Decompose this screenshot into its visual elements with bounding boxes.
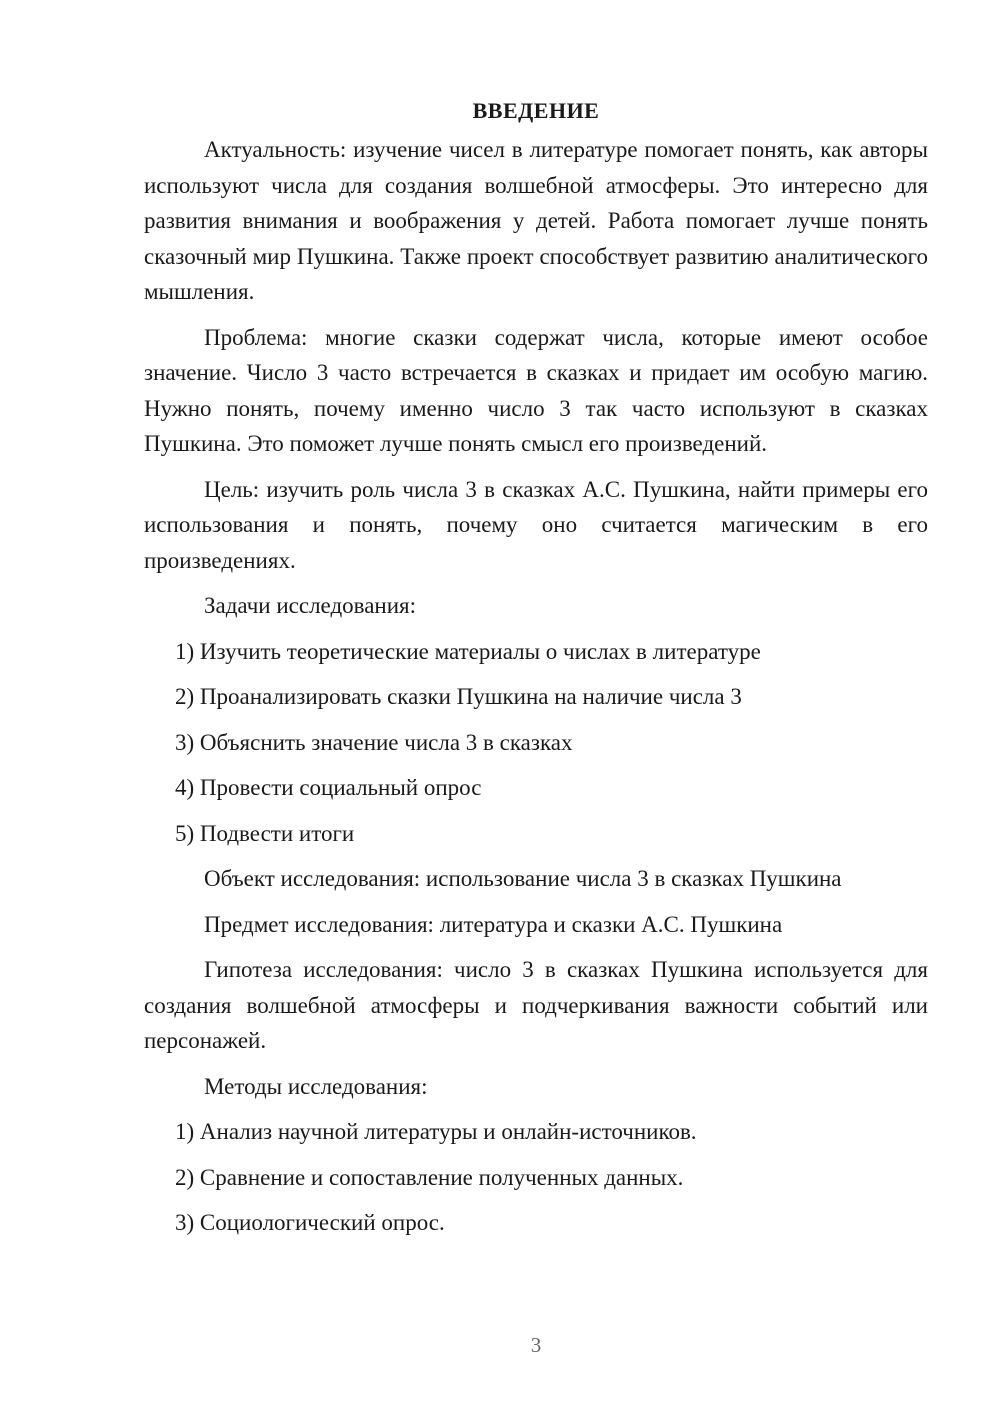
document-page bbox=[144, 96, 928, 1251]
hypothesis-paragraph: Гипотеза исследования: число 3 в сказках Пушкина используется для создания волшебной атмосферы и подчеркивания важности событий или персонажей. bbox=[144, 957, 928, 1053]
research-subject: Предмет исследования: литература и сказки А.С. Пушкина bbox=[204, 911, 783, 937]
method-item: 1) Анализ научной литературы и онлайн-источников. bbox=[175, 1119, 697, 1144]
task-item: 5) Подвести итоги bbox=[175, 820, 355, 846]
task-item: 2) Проанализировать сказки Пушкина на наличие числа 3 bbox=[175, 684, 742, 709]
page-number: 3 bbox=[530, 1333, 542, 1357]
goal-paragraph: Цель: изучить роль числа 3 в сказках А.С. Пушкина, найти примеры его использования и понять, почему оно считается магическим в его произведениях. bbox=[144, 476, 928, 573]
task-item: 1) Изучить теоретические материалы о числах в литературе bbox=[175, 638, 761, 664]
task-item: 4) Провести социальный опрос bbox=[175, 775, 482, 800]
method-item: 3) Социологический опрос. bbox=[175, 1210, 445, 1235]
research-object: Объект исследования: использование числа 3 в сказках Пушкина bbox=[204, 866, 842, 891]
problem-paragraph: Проблема: многие сказки содержат числа, которые имеют особое значение. Число 3 часто встречается в сказках и придает им особую магию. Нужно понять, почему именно число 3 так часто используют в сказках Пушкина. Это поможет лучше понять смысл его произведений. bbox=[144, 324, 928, 456]
tasks-heading: Задачи исследования: bbox=[204, 593, 417, 618]
relevance-paragraph: Актуальность: изучение чисел в литературе помогает понять, как авторы используют числа для создания волшебной атмосферы. Это интересно для развития внимания и воображения у детей. Работа помогает лучше понять сказочный мир Пушкина. Также проект способствует развитию аналитического мышления. bbox=[144, 137, 928, 304]
methods-heading: Методы исследования: bbox=[204, 1073, 428, 1099]
section-title: ВВЕДЕНИЕ bbox=[472, 98, 600, 123]
task-item: 3) Объяснить значение числа 3 в сказках bbox=[175, 729, 573, 755]
method-item: 2) Сравнение и сопоставление полученных данных. bbox=[175, 1164, 684, 1190]
